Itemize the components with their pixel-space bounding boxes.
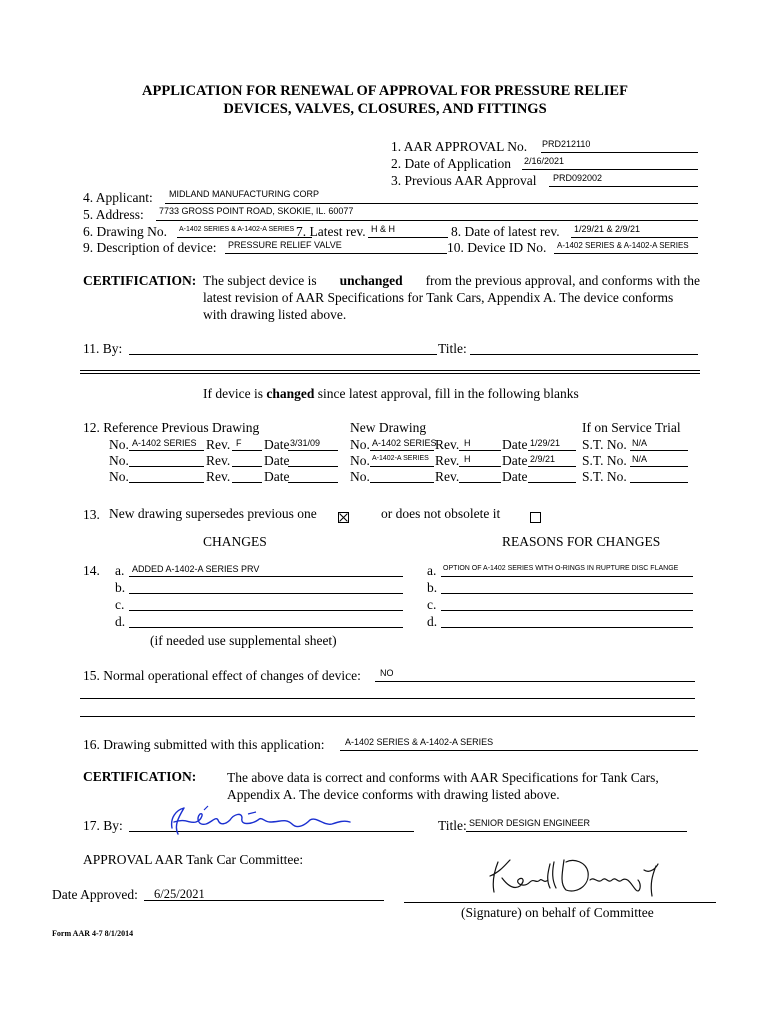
new-rev-line <box>459 466 501 467</box>
previous-approval-field[interactable]: PRD092002 <box>553 173 603 183</box>
change-line <box>129 593 403 594</box>
prev-no-line <box>129 482 204 483</box>
approval-no-line <box>541 152 698 153</box>
committee-signature-line[interactable] <box>404 902 716 903</box>
sig11-by-label: 11. By: <box>83 341 123 356</box>
section15-label: 15. Normal operational effect of changes of device: <box>83 668 361 683</box>
cert-text-post: from the previous approval, and conforms with the <box>425 273 700 288</box>
reason-line <box>441 593 693 594</box>
drawing-no-field[interactable]: A-1402 SERIES & A-1402-A SERIES <box>179 226 295 233</box>
new-no-label: No. <box>350 469 370 484</box>
applicant-field[interactable]: MIDLAND MANUFACTURING CORP <box>169 189 320 199</box>
changed-note-bold: changed <box>266 386 315 401</box>
sig17-title-field[interactable]: SENIOR DESIGN ENGINEER <box>469 818 591 828</box>
prev-rev-label: Rev. <box>206 469 231 484</box>
new-rev-line <box>459 450 501 451</box>
prev-rev-field[interactable]: F <box>236 438 242 448</box>
new-no-field[interactable]: A-1402-A SERIES <box>372 455 429 462</box>
latest-rev-date-field[interactable]: 1/29/21 & 2/9/21 <box>574 224 641 234</box>
section15-line <box>375 681 695 682</box>
new-date-line <box>528 482 576 483</box>
description-line <box>225 253 447 254</box>
new-no-label: No. <box>350 437 370 452</box>
new-rev-label: Rev. <box>435 453 460 468</box>
new-rev-label: Rev. <box>435 437 460 452</box>
applicant-line <box>165 203 698 204</box>
reason-line <box>441 576 693 577</box>
drawing-no-line <box>177 237 312 238</box>
sig17-title-label: Title: <box>438 818 467 833</box>
changed-note <box>203 386 579 402</box>
address-label: 5. Address: <box>83 207 144 222</box>
new-rev-field[interactable]: H <box>464 454 471 464</box>
sig17-title-line <box>466 831 687 832</box>
previous-approval-label: 3. Previous AAR Approval <box>391 173 537 188</box>
application-date-line <box>522 169 698 170</box>
certification2-label: CERTIFICATION: <box>83 769 197 784</box>
prev-rev-line <box>232 466 262 467</box>
device-id-line <box>554 253 698 254</box>
new-no-label: No. <box>350 453 370 468</box>
prev-date-label: Date <box>264 469 290 484</box>
prev-rev-line <box>232 450 262 451</box>
applicant-label: 4. Applicant: <box>83 190 153 205</box>
certification2-line1: The above data is correct and conforms with AAR Specifications for Tank Cars, <box>227 770 659 785</box>
reasons-header: REASONS FOR CHANGES <box>502 534 661 549</box>
change-letter: a. <box>115 563 125 578</box>
new-date-label: Date <box>502 469 528 484</box>
st-no-field[interactable]: N/A <box>632 454 648 464</box>
drawing-no-label: 6. Drawing No. <box>83 224 167 239</box>
section15-field[interactable]: NO <box>380 668 394 678</box>
new-rev-label: Rev. <box>435 469 460 484</box>
prev-rev-label: Rev. <box>206 437 231 452</box>
application-date-field[interactable]: 2/16/2021 <box>524 156 565 166</box>
latest-rev-field[interactable]: H & H <box>371 224 396 234</box>
new-rev-line <box>459 482 501 483</box>
date-approved-label: Date Approved: <box>52 887 138 902</box>
approval-no-label: 1. AAR APPROVAL No. <box>391 139 528 154</box>
sig17-by-label: 17. By: <box>83 818 123 833</box>
sig11-title-line[interactable] <box>470 354 698 355</box>
supersedes-checkbox[interactable] <box>338 512 349 523</box>
sig11-by-line[interactable] <box>129 354 437 355</box>
change-letter: b. <box>115 580 126 595</box>
prev-no-line <box>129 466 204 467</box>
reason-letter: a. <box>427 563 437 578</box>
latest-rev-date-label: 8. Date of latest rev. <box>451 224 560 239</box>
new-date-line <box>528 466 576 467</box>
reason-line <box>441 610 693 611</box>
prev-date-field[interactable]: 3/31/09 <box>290 438 321 448</box>
change-line <box>129 576 403 577</box>
change-field[interactable]: ADDED A-1402-A SERIES PRV <box>132 564 260 574</box>
change-line <box>129 627 403 628</box>
st-no-line <box>630 482 688 483</box>
supersedes-text: New drawing supersedes previous one <box>109 506 317 521</box>
st-no-field[interactable]: N/A <box>632 438 648 448</box>
prev-no-line <box>129 450 204 451</box>
new-date-field[interactable]: 2/9/21 <box>530 454 556 464</box>
prev-no-label: No. <box>109 469 129 484</box>
st-no-label: S.T. No. <box>582 453 627 468</box>
prev-date-line <box>288 450 338 451</box>
changed-note-post: since latest approval, fill in the following blanks <box>317 386 579 401</box>
section16-field[interactable]: A-1402 SERIES & A-1402-A SERIES <box>345 737 494 747</box>
prev-no-label: No. <box>109 453 129 468</box>
new-no-line <box>370 482 434 483</box>
divider-top <box>80 370 700 371</box>
prev-date-label: Date <box>264 453 290 468</box>
ref-prev-drawing-label: 12. Reference Previous Drawing <box>83 420 260 435</box>
supplemental-note: (if needed use supplemental sheet) <box>150 633 337 648</box>
cert-text-bold: unchanged <box>339 273 403 288</box>
obsolete-text: or does not obsolete it <box>381 506 501 521</box>
reason-field[interactable]: OPTION OF A-1402 SERIES WITH O-RINGS IN RUPTURE DISC FLANGE <box>443 565 679 572</box>
address-field[interactable]: 7733 GROSS POINT ROAD, SKOKIE, IL. 60077 <box>159 206 354 216</box>
applicant-signature <box>160 804 360 840</box>
prev-date-line <box>288 466 338 467</box>
st-no-label: S.T. No. <box>582 437 627 452</box>
prev-no-label: No. <box>109 437 129 452</box>
new-date-line <box>528 450 576 451</box>
new-no-line <box>370 466 434 467</box>
new-date-label: Date <box>502 437 528 452</box>
new-no-line <box>370 450 434 451</box>
form-title-line1: APPLICATION FOR RENEWAL OF APPROVAL FOR PRESSURE RELIEF <box>142 83 628 99</box>
prev-rev-line <box>232 482 262 483</box>
changes-header: CHANGES <box>203 534 267 549</box>
cert-text-pre: The subject device is <box>203 273 317 288</box>
device-id-field[interactable]: A-1402 SERIES & A-1402-A SERIES <box>557 241 689 250</box>
changed-note-pre: If device is <box>203 386 263 401</box>
section14-label: 14. <box>83 563 100 578</box>
service-trial-label: If on Service Trial <box>582 420 681 435</box>
latest-rev-date-line <box>571 237 698 238</box>
application-date-label: 2. Date of Application <box>391 156 511 171</box>
description-label: 9. Description of device: <box>83 240 217 255</box>
section15-line3[interactable] <box>80 716 695 717</box>
divider-bottom <box>80 373 700 374</box>
new-date-field[interactable]: 1/29/21 <box>530 438 561 448</box>
certification-line1 <box>203 273 700 289</box>
reason-letter: b. <box>427 580 438 595</box>
date-approved-field[interactable]: 6/25/2021 <box>154 887 205 901</box>
st-no-label: S.T. No. <box>582 469 627 484</box>
prev-rev-label: Rev. <box>206 453 231 468</box>
new-date-label: Date <box>502 453 528 468</box>
approval-label: APPROVAL AAR Tank Car Committee: <box>83 852 304 867</box>
device-id-label: 10. Device ID No. <box>447 240 547 255</box>
section15-line2[interactable] <box>80 698 695 699</box>
certification2-line2: Appendix A. The device conforms with drawing listed above. <box>227 787 560 802</box>
prev-date-label: Date <box>264 437 290 452</box>
reason-line <box>441 627 693 628</box>
reason-letter: d. <box>427 614 438 629</box>
signature-caption: (Signature) on behalf of Committee <box>461 905 654 920</box>
change-letter: c. <box>115 597 125 612</box>
previous-approval-line <box>549 186 698 187</box>
form-title-line2: DEVICES, VALVES, CLOSURES, AND FITTINGS <box>223 101 547 117</box>
change-line <box>129 610 403 611</box>
st-no-line <box>630 466 688 467</box>
certification-line3: with drawing listed above. <box>203 307 347 322</box>
change-letter: d. <box>115 614 126 629</box>
st-no-line <box>630 450 688 451</box>
obsolete-checkbox[interactable] <box>530 512 541 523</box>
certification-label: CERTIFICATION: <box>83 273 197 288</box>
section13-label: 13. <box>83 507 100 522</box>
new-no-field[interactable]: A-1402 SERIES <box>372 438 437 448</box>
form-id: Form AAR 4-7 8/1/2014 <box>52 929 134 938</box>
address-line <box>156 220 698 221</box>
new-rev-field[interactable]: H <box>464 438 471 448</box>
latest-rev-label: 7. Latest rev. <box>296 224 366 239</box>
committee-signature <box>480 850 670 900</box>
description-field[interactable]: PRESSURE RELIEF VALVE <box>228 240 342 250</box>
latest-rev-line <box>368 237 448 238</box>
prev-date-line <box>288 482 338 483</box>
sig11-title-label: Title: <box>438 341 467 356</box>
section16-label: 16. Drawing submitted with this application: <box>83 737 325 752</box>
reason-letter: c. <box>427 597 437 612</box>
certification-line2: latest revision of AAR Specifications for Tank Cars, Appendix A. The device conforms <box>203 290 674 305</box>
approval-no-field[interactable]: PRD212110 <box>542 139 591 149</box>
section16-line <box>340 750 698 751</box>
new-drawing-label: New Drawing <box>350 420 427 435</box>
prev-no-field[interactable]: A-1402 SERIES <box>132 438 197 448</box>
